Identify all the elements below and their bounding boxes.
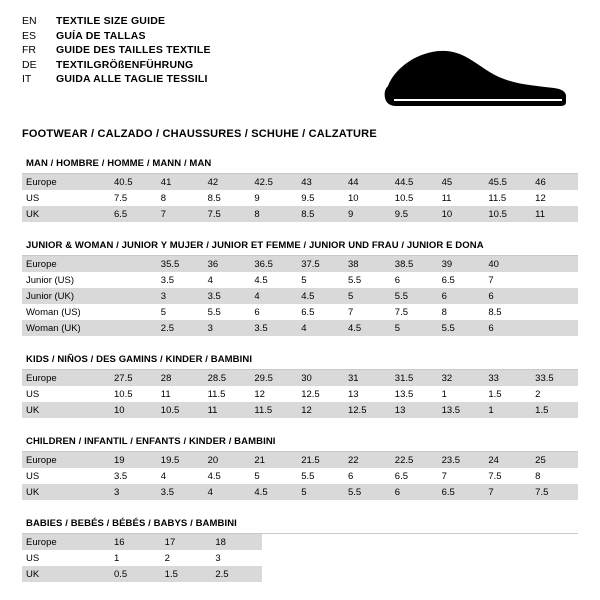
size-group-title: KIDS / NIÑOS / DES GAMINS / KINDER / BAMBINI — [26, 354, 253, 365]
size-cell: 9.5 — [297, 190, 344, 206]
size-cell: 8.5 — [297, 206, 344, 222]
language-titles — [22, 16, 211, 89]
size-cell: 11 — [204, 402, 251, 418]
size-cell: 9 — [344, 206, 391, 222]
size-cell: 2 — [531, 386, 578, 402]
size-cell: 10 — [438, 206, 485, 222]
size-cell: 7.5 — [204, 206, 251, 222]
table-row — [22, 534, 262, 550]
size-cell: 9 — [250, 190, 297, 206]
size-cell: 4 — [204, 272, 251, 288]
table-row — [22, 452, 578, 468]
size-cell: 5.5 — [344, 484, 391, 500]
size-cell: 11.5 — [484, 190, 531, 206]
language-row — [22, 74, 211, 89]
size-cell: 6.5 — [110, 206, 157, 222]
size-cell: 6.5 — [297, 304, 344, 320]
size-cell: 4 — [204, 484, 251, 500]
language-title: GUÍA DE TALLAS — [56, 29, 146, 42]
size-cell: 36 — [204, 256, 251, 272]
size-cell: 11 — [531, 206, 578, 222]
size-cell: 2.5 — [157, 320, 204, 336]
row-label: Europe — [22, 452, 110, 468]
size-cell: 6.5 — [438, 272, 485, 288]
size-cell: 6 — [344, 468, 391, 484]
size-cell — [531, 320, 578, 336]
size-cell: 4 — [157, 468, 204, 484]
size-cell: 11.5 — [204, 386, 251, 402]
size-cell: 23.5 — [438, 452, 485, 468]
size-cell: 5.5 — [297, 468, 344, 484]
size-cell: 3 — [211, 550, 262, 566]
size-cell: 28.5 — [204, 370, 251, 386]
size-cell: 5 — [157, 304, 204, 320]
size-cell: 44 — [344, 174, 391, 190]
size-cell — [531, 256, 578, 272]
row-label: Europe — [22, 256, 110, 272]
table-row — [22, 320, 578, 336]
size-cell: 0.5 — [110, 566, 161, 582]
size-cell: 6 — [484, 320, 531, 336]
size-cell: 7 — [157, 206, 204, 222]
row-label: US — [22, 550, 110, 566]
size-cell: 9.5 — [391, 206, 438, 222]
row-label: Woman (US) — [22, 304, 110, 320]
table-row — [22, 386, 578, 402]
size-cell: 5 — [344, 288, 391, 304]
row-label: US — [22, 190, 110, 206]
size-group — [22, 240, 578, 336]
size-cell: 22.5 — [391, 452, 438, 468]
table-row — [22, 550, 262, 566]
size-cell — [531, 288, 578, 304]
size-cell: 45.5 — [484, 174, 531, 190]
table-row — [22, 304, 578, 320]
size-cell: 5 — [391, 320, 438, 336]
size-cell: 31.5 — [391, 370, 438, 386]
size-group-title: BABIES / BEBÉS / BÉBÉS / BABYS / BAMBINI — [26, 518, 237, 529]
size-cell — [531, 272, 578, 288]
size-cell: 1 — [110, 550, 161, 566]
size-cell: 45 — [438, 174, 485, 190]
size-cell: 2 — [161, 550, 212, 566]
size-cell — [110, 320, 157, 336]
row-label: Woman (UK) — [22, 320, 110, 336]
row-label: UK — [22, 566, 110, 582]
size-cell: 12.5 — [344, 402, 391, 418]
size-cell: 5 — [297, 484, 344, 500]
size-table — [22, 370, 578, 418]
size-cell: 6 — [484, 288, 531, 304]
size-cell: 10.5 — [484, 206, 531, 222]
row-label: Junior (US) — [22, 272, 110, 288]
size-cell — [110, 288, 157, 304]
size-cell: 33 — [484, 370, 531, 386]
size-cell: 2.5 — [211, 566, 262, 582]
size-cell: 4.5 — [344, 320, 391, 336]
size-cell: 11.5 — [250, 402, 297, 418]
language-row — [22, 60, 211, 75]
row-label: US — [22, 386, 110, 402]
size-cell: 21 — [250, 452, 297, 468]
row-label: UK — [22, 206, 110, 222]
size-group-title: JUNIOR & WOMAN / JUNIOR Y MUJER / JUNIOR ET FEMME / JUNIOR UND FRAU / JUNIOR E DONA — [26, 240, 484, 251]
size-cell: 19 — [110, 452, 157, 468]
size-table — [22, 452, 578, 500]
language-code: EN — [22, 15, 37, 27]
size-cell: 10.5 — [157, 402, 204, 418]
language-title: TEXTILE SIZE GUIDE — [56, 15, 166, 27]
size-cell: 6.5 — [438, 484, 485, 500]
size-cell: 30 — [297, 370, 344, 386]
size-cell: 31 — [344, 370, 391, 386]
size-cell: 11 — [157, 386, 204, 402]
language-code: FR — [22, 44, 36, 56]
size-cell: 20 — [204, 452, 251, 468]
row-label: UK — [22, 402, 110, 418]
size-cell: 6 — [438, 288, 485, 304]
size-cell: 12.5 — [297, 386, 344, 402]
row-label: Europe — [22, 174, 110, 190]
table-row — [22, 484, 578, 500]
language-title: TEXTILGRÖßENFÜHRUNG — [56, 58, 194, 71]
size-cell: 4 — [250, 288, 297, 304]
size-cell: 33.5 — [531, 370, 578, 386]
size-cell: 40 — [484, 256, 531, 272]
size-cell: 46 — [531, 174, 578, 190]
size-cell: 5 — [297, 272, 344, 288]
size-cell: 10 — [344, 190, 391, 206]
size-cell: 40.5 — [110, 174, 157, 190]
size-cell: 19.5 — [157, 452, 204, 468]
size-cell: 12 — [531, 190, 578, 206]
size-tables — [22, 158, 578, 582]
size-cell — [531, 304, 578, 320]
size-cell: 3.5 — [157, 272, 204, 288]
size-cell: 13 — [391, 402, 438, 418]
size-cell: 5.5 — [204, 304, 251, 320]
size-cell: 13.5 — [391, 386, 438, 402]
size-cell: 17 — [161, 534, 212, 550]
size-table — [22, 534, 262, 582]
size-cell: 42 — [204, 174, 251, 190]
row-label: UK — [22, 484, 110, 500]
size-cell: 3.5 — [157, 484, 204, 500]
size-cell: 1.5 — [531, 402, 578, 418]
size-cell: 3 — [110, 484, 157, 500]
row-label: US — [22, 468, 110, 484]
size-cell: 6 — [391, 272, 438, 288]
page-title: FOOTWEAR / CALZADO / CHAUSSURES / SCHUHE / CALZATURE — [22, 128, 377, 140]
size-cell: 38.5 — [391, 256, 438, 272]
row-label: Europe — [22, 534, 110, 550]
size-cell: 29.5 — [250, 370, 297, 386]
size-cell: 27.5 — [110, 370, 157, 386]
size-cell: 3.5 — [204, 288, 251, 304]
size-group-title: CHILDREN / INFANTIL / ENFANTS / KINDER / BAMBINI — [26, 436, 276, 447]
size-cell: 8.5 — [204, 190, 251, 206]
language-row — [22, 16, 211, 31]
size-group — [22, 518, 578, 582]
size-cell: 7.5 — [484, 468, 531, 484]
size-cell: 4.5 — [297, 288, 344, 304]
size-cell: 42.5 — [250, 174, 297, 190]
size-cell: 5.5 — [344, 272, 391, 288]
size-cell: 1.5 — [484, 386, 531, 402]
row-label: Junior (UK) — [22, 288, 110, 304]
size-cell: 6.5 — [391, 468, 438, 484]
size-cell: 5.5 — [438, 320, 485, 336]
language-row — [22, 31, 211, 46]
row-label: Europe — [22, 370, 110, 386]
size-group-title: MAN / HOMBRE / HOMME / MANN / MAN — [26, 158, 212, 169]
size-cell: 7 — [344, 304, 391, 320]
size-cell: 8.5 — [484, 304, 531, 320]
size-cell: 5.5 — [391, 288, 438, 304]
language-title: GUIDE DES TAILLES TEXTILE — [56, 44, 211, 56]
language-title: GUIDA ALLE TAGLIE TESSILI — [56, 73, 208, 85]
size-cell: 7.5 — [391, 304, 438, 320]
size-cell: 13 — [344, 386, 391, 402]
size-cell: 36.5 — [250, 256, 297, 272]
table-row — [22, 190, 578, 206]
size-cell: 7.5 — [531, 484, 578, 500]
size-table — [22, 256, 578, 336]
size-cell — [110, 304, 157, 320]
size-cell: 44.5 — [391, 174, 438, 190]
table-row — [22, 288, 578, 304]
size-cell: 1 — [484, 402, 531, 418]
document-header — [22, 16, 578, 112]
size-cell: 8 — [438, 304, 485, 320]
size-cell: 12 — [250, 386, 297, 402]
size-cell: 11 — [438, 190, 485, 206]
size-cell: 4.5 — [250, 272, 297, 288]
size-cell: 25 — [531, 452, 578, 468]
size-cell: 6 — [391, 484, 438, 500]
size-cell: 37.5 — [297, 256, 344, 272]
size-cell: 39 — [438, 256, 485, 272]
size-cell: 3 — [157, 288, 204, 304]
size-group — [22, 158, 578, 222]
size-cell: 1 — [438, 386, 485, 402]
size-cell: 35.5 — [157, 256, 204, 272]
size-cell: 7 — [438, 468, 485, 484]
size-cell: 7 — [484, 272, 531, 288]
size-cell: 8 — [157, 190, 204, 206]
size-cell: 13.5 — [438, 402, 485, 418]
size-cell: 18 — [211, 534, 262, 550]
size-cell: 8 — [531, 468, 578, 484]
size-cell: 32 — [438, 370, 485, 386]
size-table — [22, 174, 578, 222]
size-cell: 16 — [110, 534, 161, 550]
language-row — [22, 45, 211, 60]
size-cell: 3 — [204, 320, 251, 336]
size-cell — [110, 256, 157, 272]
size-cell: 28 — [157, 370, 204, 386]
size-cell: 1.5 — [161, 566, 212, 582]
size-cell: 4 — [297, 320, 344, 336]
table-row — [22, 272, 578, 288]
size-cell: 4.5 — [204, 468, 251, 484]
table-row — [22, 174, 578, 190]
size-cell: 4.5 — [250, 484, 297, 500]
table-row — [22, 370, 578, 386]
size-group — [22, 436, 578, 500]
table-row — [22, 206, 578, 222]
size-group — [22, 354, 578, 418]
size-cell: 12 — [297, 402, 344, 418]
size-cell: 24 — [484, 452, 531, 468]
language-code: IT — [22, 73, 32, 85]
language-code: ES — [22, 29, 37, 42]
size-cell — [110, 272, 157, 288]
language-code: DE — [22, 58, 37, 71]
table-row — [22, 402, 578, 418]
table-row — [22, 566, 262, 582]
size-cell: 5 — [250, 468, 297, 484]
table-row — [22, 256, 578, 272]
size-cell: 10.5 — [391, 190, 438, 206]
dress-shoe-icon — [380, 34, 570, 112]
size-cell: 10 — [110, 402, 157, 418]
table-row — [22, 468, 578, 484]
size-cell: 43 — [297, 174, 344, 190]
size-cell: 41 — [157, 174, 204, 190]
size-cell: 3.5 — [110, 468, 157, 484]
size-cell: 10.5 — [110, 386, 157, 402]
size-cell: 6 — [250, 304, 297, 320]
size-cell: 7.5 — [110, 190, 157, 206]
size-cell: 3.5 — [250, 320, 297, 336]
size-cell: 7 — [484, 484, 531, 500]
size-cell: 38 — [344, 256, 391, 272]
size-cell: 22 — [344, 452, 391, 468]
size-cell: 8 — [250, 206, 297, 222]
size-cell: 21.5 — [297, 452, 344, 468]
